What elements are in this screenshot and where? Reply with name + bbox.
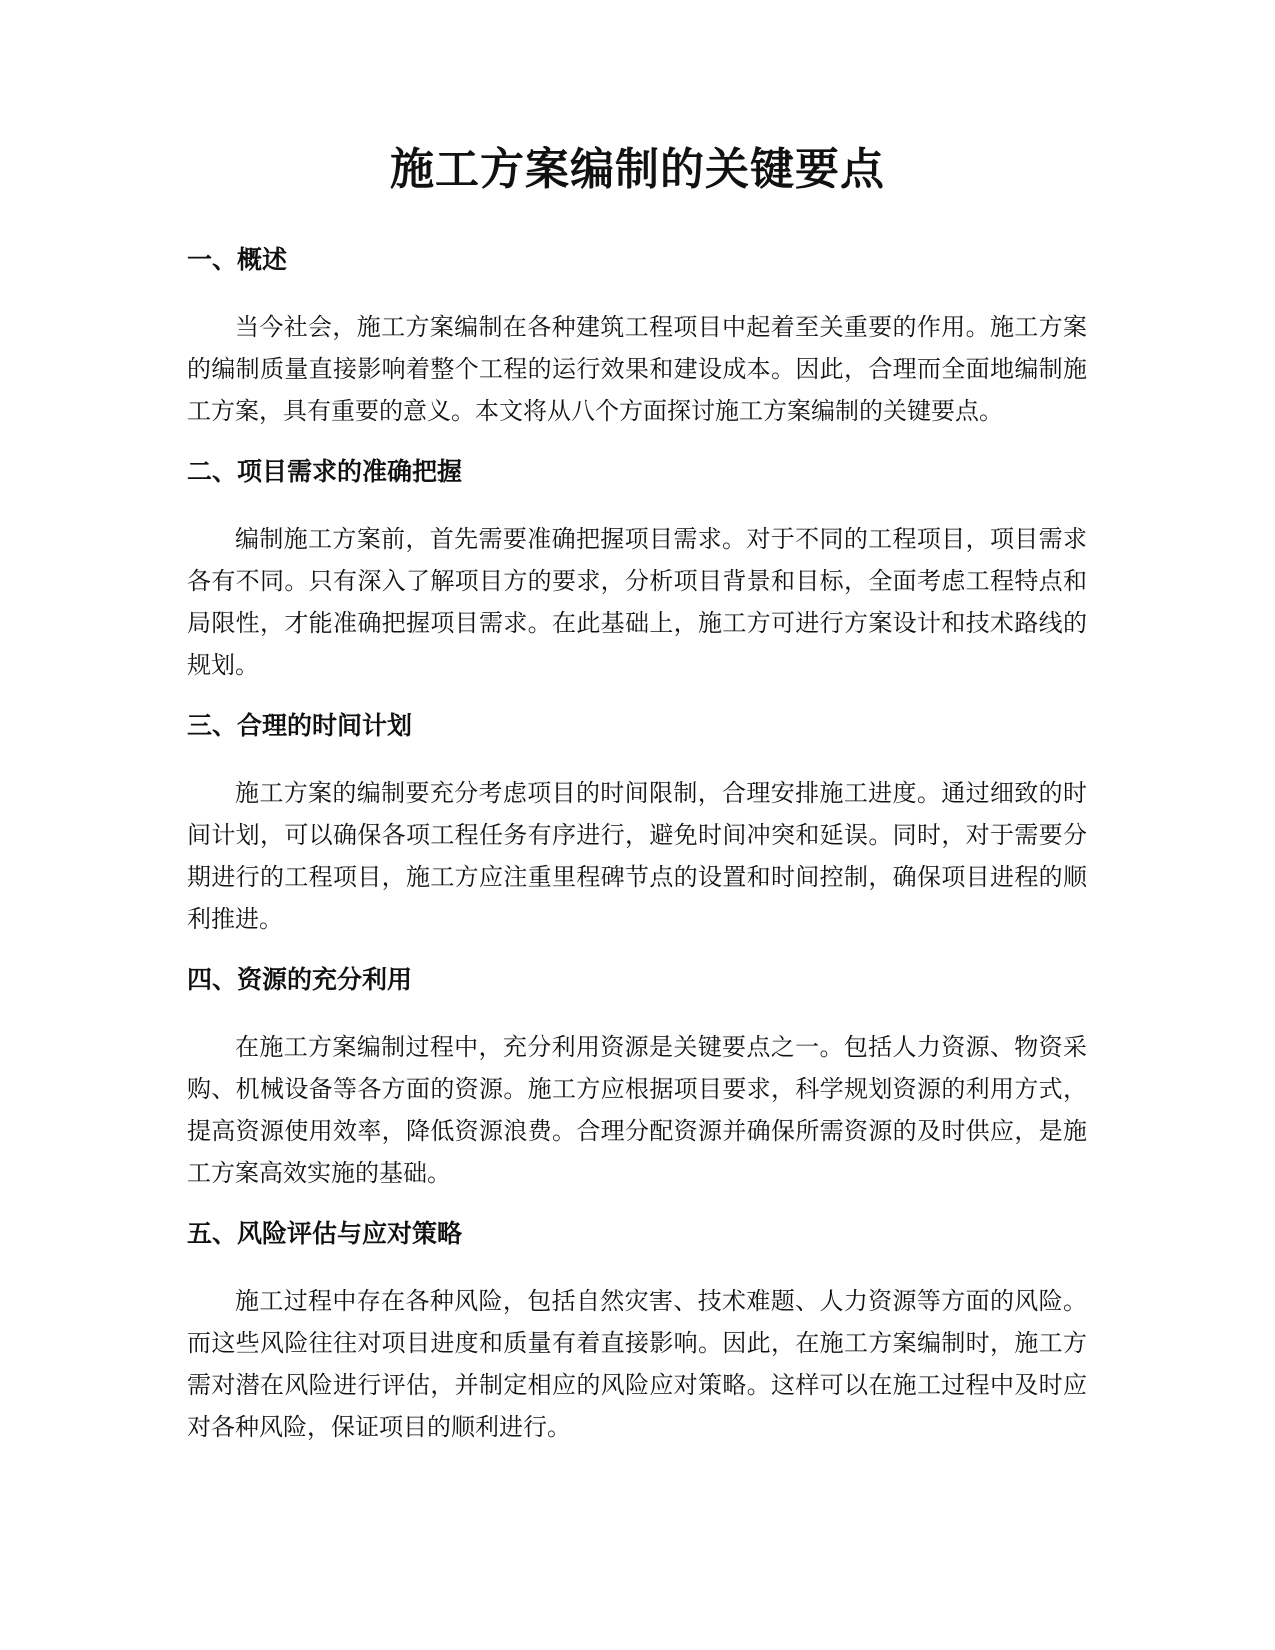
section-paragraph: 施工方案的编制要充分考虑项目的时间限制，合理安排施工进度。通过细致的时间计划，可以确保各项工程任务有序进行，避免时间冲突和延误。同时，对于需要分期进行的工程项目，施工方应注重里程碑节点的设置和时间控制，确保项目进程的顺利推进。 — [187, 779, 1087, 933]
document-title: 施工方案编制的关键要点 — [390, 144, 885, 195]
section-resource-utilization — [187, 962, 1087, 1194]
section-heading: 三、合理的时间计划 — [187, 711, 413, 740]
section-time-plan — [187, 708, 1087, 940]
section-heading: 一、概述 — [187, 245, 288, 274]
section-paragraph: 在施工方案编制过程中，充分利用资源是关键要点之一。包括人力资源、物资采购、机械设备等各方面的资源。施工方应根据项目要求，科学规划资源的利用方式，提高资源使用效率，降低资源浪费。合理分配资源并确保所需资源的及时供应，是施工方案高效实施的基础。 — [187, 1033, 1087, 1187]
section-heading: 二、项目需求的准确把握 — [187, 457, 463, 486]
document-content — [187, 242, 1087, 1470]
section-paragraph: 编制施工方案前，首先需要准确把握项目需求。对于不同的工程项目，项目需求各有不同。只有深入了解项目方的要求，分析项目背景和目标，全面考虑工程特点和局限性，才能准确把握项目需求。在此基础上，施工方可进行方案设计和技术路线的规划。 — [187, 525, 1087, 679]
section-project-requirements — [187, 454, 1087, 686]
section-overview — [187, 242, 1087, 432]
section-paragraph: 施工过程中存在各种风险，包括自然灾害、技术难题、人力资源等方面的风险。而这些风险往往对项目进度和质量有着直接影响。因此，在施工方案编制时，施工方需对潜在风险进行评估，并制定相应的风险应对策略。这样可以在施工过程中及时应对各种风险，保证项目的顺利进行。 — [187, 1287, 1087, 1441]
section-risk-assessment — [187, 1216, 1087, 1448]
section-paragraph: 当今社会，施工方案编制在各种建筑工程项目中起着至关重要的作用。施工方案的编制质量直接影响着整个工程的运行效果和建设成本。因此，合理而全面地编制施工方案，具有重要的意义。本文将从八个方面探讨施工方案编制的关键要点。 — [187, 313, 1087, 425]
section-heading: 五、风险评估与应对策略 — [187, 1219, 463, 1248]
section-heading: 四、资源的充分利用 — [187, 965, 413, 994]
